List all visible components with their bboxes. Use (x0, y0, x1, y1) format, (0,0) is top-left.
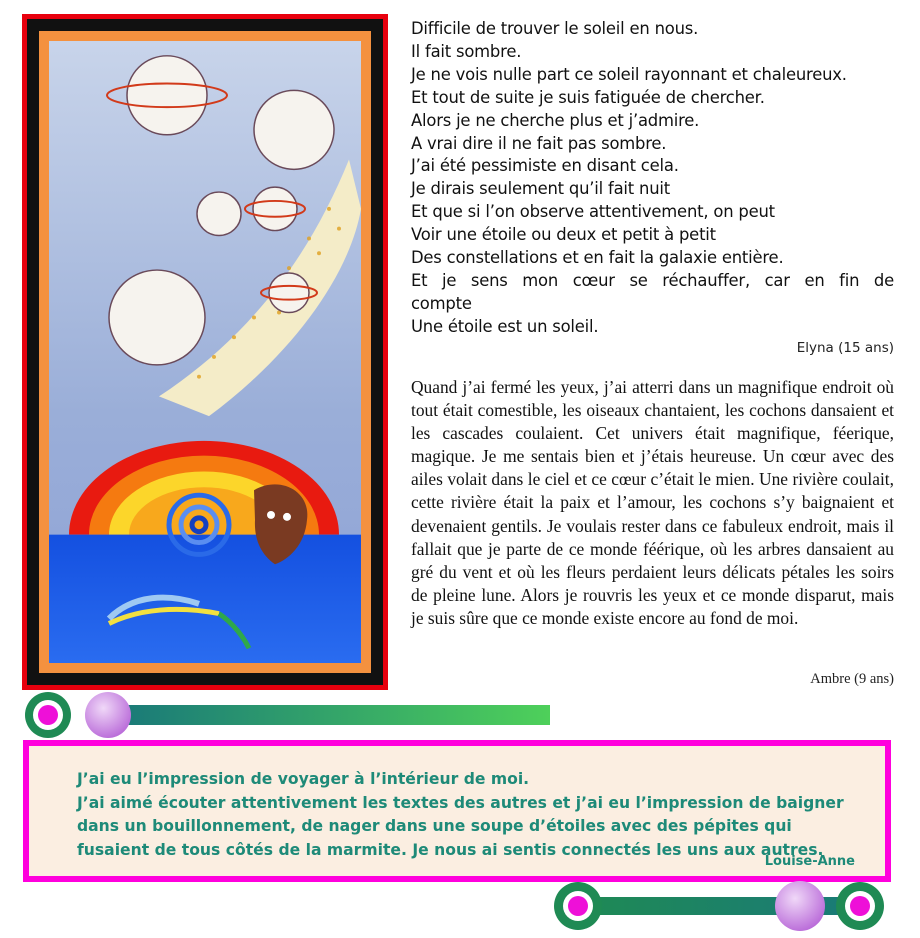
sphere-icon (85, 692, 131, 738)
ring-icon-dot (850, 896, 870, 916)
poem-line: Je dirais seulement qu’il fait nuit (411, 179, 670, 199)
testimonial-text (77, 768, 867, 862)
illustration-frame (22, 14, 388, 690)
illustration-black-border (27, 19, 383, 685)
poem-line: Difficile de trouver le soleil en nous. (411, 19, 699, 38)
poem-line: compte (411, 293, 472, 313)
poem-line: Une étoile est un soleil. (411, 316, 599, 336)
testimonial-line: J’ai eu l’impression de voyager à l’intérieur de moi. (77, 770, 530, 788)
poem-line: Il fait sombre. (411, 41, 522, 61)
gradient-bar (122, 705, 550, 725)
poem-line: Des constellations et en fait la galaxie entière. (411, 248, 784, 268)
decorative-bar-bottom (550, 880, 890, 932)
prose-author: Ambre (9 ans) (810, 671, 894, 687)
poem-line: J’ai été pessimiste en disant cela. (411, 156, 679, 176)
cosmic-illustration (49, 41, 361, 663)
sphere-icon (775, 881, 825, 931)
poem-line: Et tout de suite je suis fatiguée de chercher. (411, 87, 765, 107)
poem-line: Je ne vois nulle part ce soleil rayonnant et chaleureux. (411, 64, 847, 84)
poem (411, 18, 894, 339)
testimonial-line: J’ai aimé écouter attentivement les textes des autres et j’ai eu l’impression de baigner dans un bouillonnement, de nager dans une soupe d’étoiles avec des pépites qui fusaient de tous côtés de la marmite. Je nous ai sentis connectés les uns aux autres. (77, 793, 844, 859)
poem-line: A vrai dire il ne fait pas sombre. (411, 133, 667, 153)
ring-icon-dot (568, 896, 588, 916)
testimonial-box (23, 740, 891, 882)
poem-line: Alors je ne cherche plus et j’admire. (411, 110, 700, 130)
testimonial-author: Louise-Anne (764, 854, 855, 869)
poem-line: Et que si l’on observe attentivement, on peut (411, 202, 775, 222)
decorative-bar-top (22, 690, 562, 740)
poem-line: Voir une étoile ou deux et petit à petit (411, 225, 716, 245)
illustration-orange-border (39, 31, 371, 673)
ring-icon-dot (38, 705, 58, 725)
poem-line: Et je sens mon cœur se réchauffer, car en fin de (411, 270, 894, 290)
poem-author: Elyna (15 ans) (796, 340, 894, 356)
prose-text: Quand j’ai fermé les yeux, j’ai atterri dans un magnifique endroit où tout était comestible, les oiseaux chantaient, les cochons dansaient et les cascades coulaient. Cet univers était magnifique, féerique, magique. Je me sentais bien et j’étais heureuse. Un cœur avec des ailes volait dans le ciel et ce cœur c’était le mien. Une rivière coulait, cette rivière était la paix et l’amour, les cochons s’y baignaient et devenaient gentils. Je voulais rester dans ce fabuleux endroit, mais il fallait que je parte de ce monde féérique, où les arbres dansaient au gré du vent et où les fleurs perdaient leurs délicats pétales les soirs de pleine lune. Alors je rouvris les yeux et ce monde disparut, mais je suis sûre que ce monde existe encore au fond de moi. (411, 377, 894, 628)
